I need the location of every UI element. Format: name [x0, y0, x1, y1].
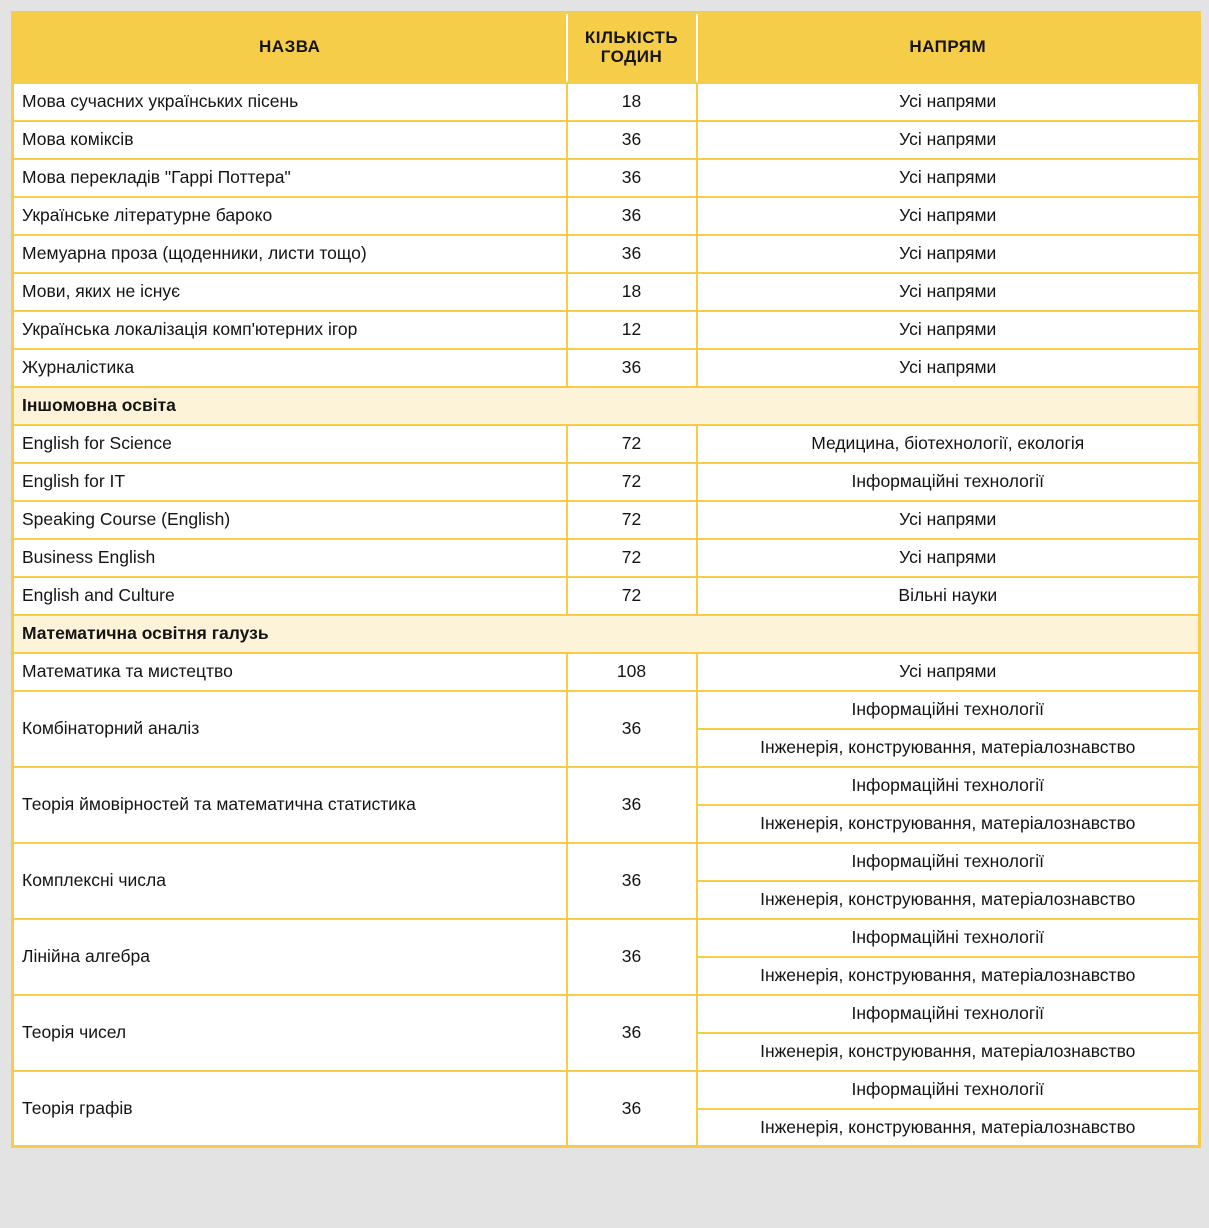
course-hours: 36: [567, 995, 697, 1071]
table-row: [13, 843, 1200, 881]
course-direction: Інженерія, конструювання, матеріалознавство: [697, 1109, 1200, 1147]
course-direction: Інформаційні технології: [697, 463, 1200, 501]
course-hours: 36: [567, 1071, 697, 1147]
course-hours: 36: [567, 843, 697, 919]
table-row: [13, 995, 1200, 1033]
course-name: Комбінаторний аналіз: [13, 691, 567, 767]
header-direction: НАПРЯМ: [697, 13, 1200, 83]
table-row: [13, 501, 1200, 539]
course-hours: 72: [567, 425, 697, 463]
course-name: Лінійна алгебра: [13, 919, 567, 995]
course-direction: Інформаційні технології: [697, 1071, 1200, 1109]
table-row: [13, 425, 1200, 463]
course-direction: Інженерія, конструювання, матеріалознавство: [697, 729, 1200, 767]
table-row: [13, 919, 1200, 957]
course-direction: Усі напрями: [697, 653, 1200, 691]
course-name: Мова сучасних українських пісень: [13, 83, 567, 121]
course-name: English for Science: [13, 425, 567, 463]
course-hours: 108: [567, 653, 697, 691]
course-hours: 72: [567, 577, 697, 615]
course-name: Теорія ймовірностей та математична статистика: [13, 767, 567, 843]
course-direction: Медицина, біотехнології, екологія: [697, 425, 1200, 463]
course-direction: Усі напрями: [697, 349, 1200, 387]
course-hours: 36: [567, 919, 697, 995]
course-direction: Інженерія, конструювання, матеріалознавство: [697, 1033, 1200, 1071]
course-name: Математика та мистецтво: [13, 653, 567, 691]
section-row-foreign-languages: [13, 387, 1200, 425]
section-title: Математична освітня галузь: [13, 615, 1200, 653]
course-direction: Усі напрями: [697, 121, 1200, 159]
course-name: Журналістика: [13, 349, 567, 387]
courses-table: [11, 11, 1201, 1148]
course-direction: Усі напрями: [697, 273, 1200, 311]
course-hours: 72: [567, 501, 697, 539]
table-row: [13, 463, 1200, 501]
course-hours: 36: [567, 121, 697, 159]
table-row: [13, 653, 1200, 691]
table-row: [13, 349, 1200, 387]
table-row: [13, 311, 1200, 349]
table-row: [13, 159, 1200, 197]
section-title: Іншомовна освіта: [13, 387, 1200, 425]
course-direction: Інформаційні технології: [697, 843, 1200, 881]
course-direction: Усі напрями: [697, 235, 1200, 273]
course-direction: Інформаційні технології: [697, 691, 1200, 729]
table-row: [13, 121, 1200, 159]
table-row: [13, 273, 1200, 311]
course-hours: 36: [567, 349, 697, 387]
header-hours-line1: КІЛЬКІСТЬ: [584, 28, 679, 48]
course-direction: Інформаційні технології: [697, 767, 1200, 805]
course-direction: Інженерія, конструювання, матеріалознавство: [697, 805, 1200, 843]
course-name: Теорія графів: [13, 1071, 567, 1147]
course-name: Business English: [13, 539, 567, 577]
header-hours-line2: ГОДИН: [600, 46, 663, 66]
course-name: Теорія чисел: [13, 995, 567, 1071]
course-name: Мемуарна проза (щоденники, листи тощо): [13, 235, 567, 273]
course-name: Мова коміксів: [13, 121, 567, 159]
course-direction: Усі напрями: [697, 311, 1200, 349]
course-name: Мова перекладів "Гаррі Поттера": [13, 159, 567, 197]
course-name: Speaking Course (English): [13, 501, 567, 539]
course-name: Українська локалізація комп'ютерних ігор: [13, 311, 567, 349]
section-row-math: [13, 615, 1200, 653]
course-name: Комплексні числа: [13, 843, 567, 919]
table-row: [13, 539, 1200, 577]
table-row: [13, 235, 1200, 273]
course-hours: 18: [567, 83, 697, 121]
course-direction: Інженерія, конструювання, матеріалознавство: [697, 957, 1200, 995]
header-hours: [567, 13, 697, 83]
header-name: НАЗВА: [13, 13, 567, 83]
course-direction: Усі напрями: [697, 159, 1200, 197]
course-direction: Інформаційні технології: [697, 919, 1200, 957]
course-name: English for IT: [13, 463, 567, 501]
course-hours: 36: [567, 159, 697, 197]
course-direction: Вільні науки: [697, 577, 1200, 615]
table-row: [13, 767, 1200, 805]
course-hours: 36: [567, 767, 697, 843]
course-hours: 72: [567, 539, 697, 577]
table-row: [13, 1071, 1200, 1109]
table-row: [13, 83, 1200, 121]
course-name: Мови, яких не існує: [13, 273, 567, 311]
course-direction: Усі напрями: [697, 539, 1200, 577]
course-direction: Усі напрями: [697, 197, 1200, 235]
course-name: Українське літературне бароко: [13, 197, 567, 235]
course-hours: 36: [567, 197, 697, 235]
course-hours: 12: [567, 311, 697, 349]
course-name: English and Culture: [13, 577, 567, 615]
course-direction: Інформаційні технології: [697, 995, 1200, 1033]
table-row: [13, 197, 1200, 235]
table-row: [13, 691, 1200, 729]
course-direction: Усі напрями: [697, 83, 1200, 121]
course-hours: 36: [567, 691, 697, 767]
table-header-row: [13, 13, 1200, 83]
course-direction: Усі напрями: [697, 501, 1200, 539]
course-hours: 36: [567, 235, 697, 273]
course-direction: Інженерія, конструювання, матеріалознавство: [697, 881, 1200, 919]
course-hours: 72: [567, 463, 697, 501]
table-row: [13, 577, 1200, 615]
course-hours: 18: [567, 273, 697, 311]
